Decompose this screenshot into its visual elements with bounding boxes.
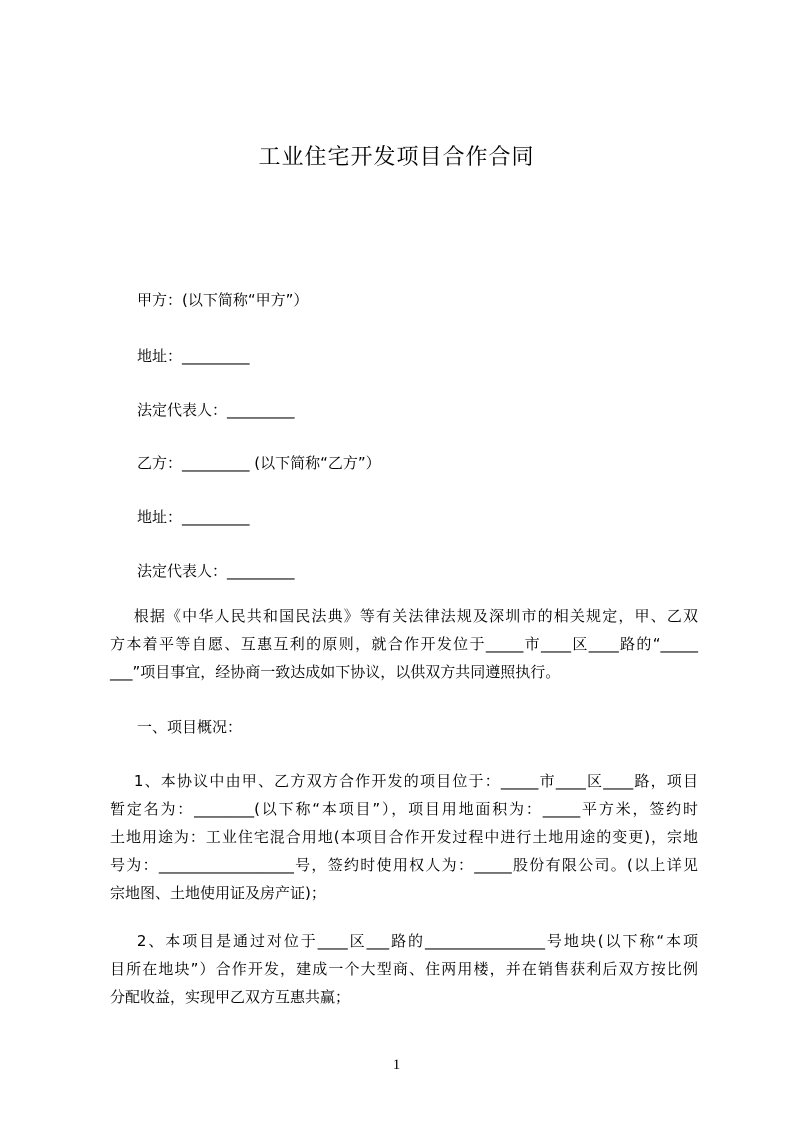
- preamble-line: 根据《中华人民共和国民法典》等有关法律法规及深圳市的相关规定，甲、乙双: [110, 607, 698, 625]
- document-title: 工业住宅开发项目合作合同: [258, 145, 535, 170]
- party-a-representative-line: 法定代表人：_________: [137, 401, 295, 419]
- clause-2-line: 分配收益，实现甲乙双方互惠共赢；: [110, 988, 351, 1006]
- section-1-heading: 一、项目概况：: [137, 718, 243, 736]
- party-b-line: 乙方：_________ (以下简称“乙方”）: [137, 454, 381, 472]
- page-number: 1: [392, 1057, 401, 1073]
- clause-1-line: 宗地图、土地使用证及房产证)；: [110, 884, 326, 902]
- preamble-paragraph: [110, 602, 698, 686]
- party-b-representative-line: 法定代表人：_________: [137, 562, 295, 580]
- clause-2-paragraph: [110, 927, 698, 1011]
- clause-2-line: 2、本项目是通过对位于____区___路的________________号地块(以下称“本项: [110, 932, 698, 950]
- party-b-address-line: 地址：_________: [137, 508, 250, 526]
- clause-1-paragraph: [110, 767, 698, 907]
- clause-1-line: 土地用途为：工业住宅混合用地(本项目合作开发过程中进行土地用途的变更)，宗地: [110, 828, 698, 846]
- clause-1-line: 号为：__________________号，签约时使用权人为：_____股份有限公司。(以上详见: [110, 856, 698, 874]
- preamble-line: ___”项目事宜，经协商一致达成如下协议，以供双方共同遵照执行。: [110, 663, 561, 681]
- party-a-line: 甲方：(以下简称“甲方”）: [137, 291, 309, 309]
- clause-1-line: 1、本协议中由甲、乙方双方合作开发的项目位于：_____市____区____路，项目: [110, 772, 698, 790]
- clause-1-line: 暂定名为：________(以下称“本项目”），项目用地面积为：_____平方米，签约时: [110, 800, 698, 818]
- clause-2-line: 目所在地块”）合作开发，建成一个大型商、住两用楼，并在销售获利后双方按比例: [110, 960, 698, 978]
- party-a-address-line: 地址：_________: [137, 347, 250, 365]
- preamble-line: 方本着平等自愿、互惠互利的原则，就合作开发位于_____市____区____路的“_____: [110, 635, 698, 653]
